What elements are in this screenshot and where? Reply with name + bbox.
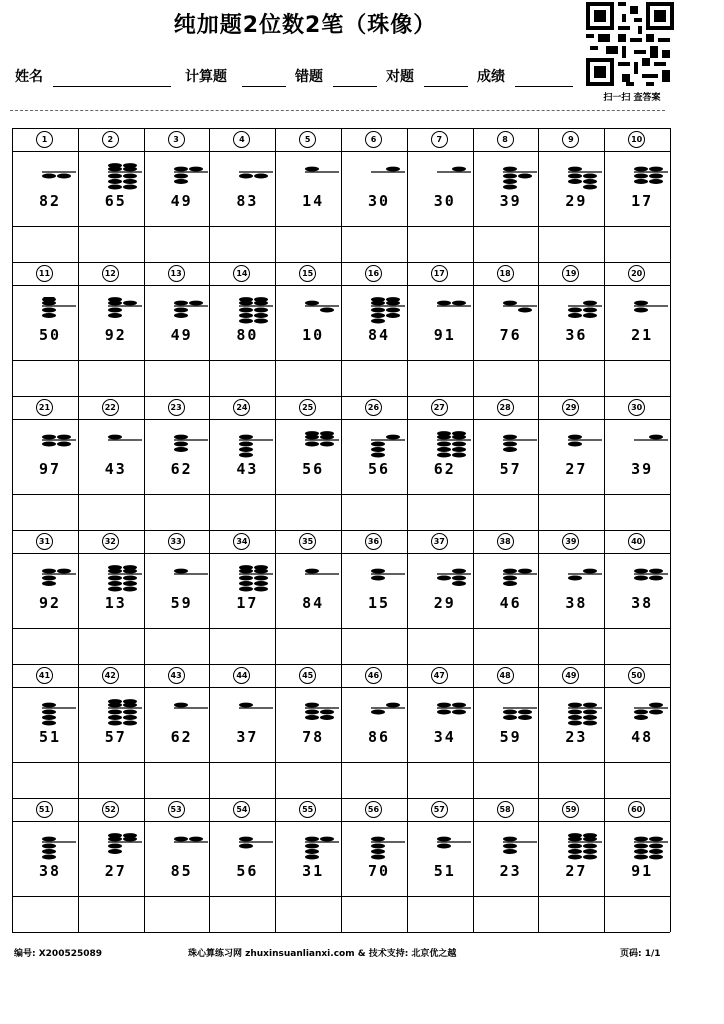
- answer-box[interactable]: [475, 898, 537, 930]
- wrong-count-field[interactable]: [333, 86, 377, 87]
- question-number: 44: [233, 667, 250, 684]
- question-value: 38: [631, 594, 654, 612]
- question-number: 29: [562, 399, 579, 416]
- question-value: 43: [236, 460, 259, 478]
- grid-line: [12, 396, 13, 530]
- question-number: 14: [233, 265, 250, 282]
- question-value: 49: [170, 326, 193, 344]
- question-number: 2: [102, 131, 119, 148]
- answer-box[interactable]: [14, 764, 76, 796]
- name-label: 姓名: [15, 69, 43, 85]
- question-number: 16: [365, 265, 382, 282]
- question-value: 36: [565, 326, 588, 344]
- question-value: 27: [104, 862, 127, 880]
- answer-box[interactable]: [80, 362, 142, 394]
- question-value: 38: [565, 594, 588, 612]
- question-number: 51: [36, 801, 53, 818]
- answer-box[interactable]: [540, 898, 602, 930]
- question-number: 8: [497, 131, 514, 148]
- question-value: 62: [433, 460, 456, 478]
- footer-site: 珠心算练习网 zhuxinsuanlianxi.com & 技术支持: 北京优之越: [188, 949, 457, 959]
- answer-box[interactable]: [409, 630, 471, 662]
- question-value: 46: [499, 594, 522, 612]
- question-number: 58: [497, 801, 514, 818]
- answer-box[interactable]: [606, 764, 668, 796]
- question-value: 15: [367, 594, 391, 612]
- question-number: 30: [628, 399, 645, 416]
- question-value: 84: [367, 326, 391, 344]
- question-number: 17: [431, 265, 448, 282]
- answer-box[interactable]: [80, 496, 142, 528]
- question-value: 56: [367, 460, 391, 478]
- question-value: 34: [433, 728, 456, 746]
- question-number: 22: [102, 399, 119, 416]
- answer-box[interactable]: [409, 764, 471, 796]
- question-block: [12, 664, 670, 798]
- question-number: 40: [628, 533, 645, 550]
- question-value: 51: [433, 862, 456, 880]
- question-number: 55: [299, 801, 316, 818]
- question-value: 62: [170, 728, 193, 746]
- question-value: 13: [104, 594, 127, 612]
- question-number: 21: [36, 399, 53, 416]
- question-number: 19: [562, 265, 579, 282]
- answer-box[interactable]: [80, 630, 142, 662]
- question-number: 6: [365, 131, 382, 148]
- question-value: 10: [302, 326, 325, 344]
- question-value: 30: [433, 192, 456, 210]
- grid-line: [12, 128, 13, 262]
- cut-line: [10, 110, 665, 111]
- answer-box[interactable]: [146, 228, 208, 260]
- footer-page: 页码: 1/1: [620, 949, 661, 959]
- question-value: 84: [302, 594, 325, 612]
- calc-count-label: 计算题: [185, 69, 227, 85]
- question-number: 1: [36, 131, 53, 148]
- question-value: 56: [236, 862, 259, 880]
- question-number: 31: [36, 533, 53, 550]
- question-number: 12: [102, 265, 119, 282]
- question-number: 28: [497, 399, 514, 416]
- question-number: 13: [168, 265, 185, 282]
- answer-box[interactable]: [146, 898, 208, 930]
- question-value: 97: [38, 460, 62, 478]
- answer-box[interactable]: [211, 764, 273, 796]
- answer-box[interactable]: [146, 496, 208, 528]
- question-value: 21: [631, 326, 654, 344]
- question-value: 17: [631, 192, 654, 210]
- question-value: 59: [170, 594, 193, 612]
- question-value: 49: [170, 192, 193, 210]
- answer-box[interactable]: [606, 496, 668, 528]
- question-value: 29: [565, 192, 588, 210]
- answer-box[interactable]: [343, 630, 405, 662]
- answer-box[interactable]: [540, 764, 602, 796]
- footer-code: 编号: X200525089: [14, 949, 103, 959]
- question-number: 43: [168, 667, 185, 684]
- question-value: 23: [565, 728, 588, 746]
- question-number: 10: [628, 131, 645, 148]
- question-value: 38: [38, 862, 62, 880]
- question-number: 32: [102, 533, 119, 550]
- qr-caption: 扫一扫 查答案: [603, 93, 661, 103]
- question-value: 62: [170, 460, 193, 478]
- answer-box[interactable]: [475, 764, 537, 796]
- answer-box[interactable]: [277, 496, 339, 528]
- answer-box[interactable]: [606, 362, 668, 394]
- grid-line: [12, 932, 670, 933]
- question-value: 48: [631, 728, 654, 746]
- answer-box[interactable]: [540, 496, 602, 528]
- question-block: [12, 798, 670, 932]
- answer-box[interactable]: [540, 630, 602, 662]
- answer-box[interactable]: [277, 228, 339, 260]
- question-value: 43: [104, 460, 127, 478]
- answer-box[interactable]: [80, 898, 142, 930]
- answer-box[interactable]: [606, 630, 668, 662]
- question-number: 4: [233, 131, 250, 148]
- answer-box[interactable]: [211, 362, 273, 394]
- question-value: 50: [38, 326, 62, 344]
- question-number: 57: [431, 801, 448, 818]
- question-value: 23: [499, 862, 522, 880]
- grid-line: [12, 798, 13, 932]
- answer-box[interactable]: [343, 764, 405, 796]
- question-number: 20: [628, 265, 645, 282]
- question-value: 27: [565, 862, 588, 880]
- question-number: 60: [628, 801, 645, 818]
- question-number: 18: [497, 265, 514, 282]
- answer-box[interactable]: [211, 630, 273, 662]
- answer-box[interactable]: [409, 898, 471, 930]
- question-number: 26: [365, 399, 382, 416]
- answer-box[interactable]: [277, 898, 339, 930]
- question-number: 24: [233, 399, 250, 416]
- name-field[interactable]: [53, 86, 171, 87]
- question-number: 59: [562, 801, 579, 818]
- answer-box[interactable]: [475, 630, 537, 662]
- question-value: 51: [38, 728, 62, 746]
- question-block: [12, 262, 670, 396]
- question-number: 46: [365, 667, 382, 684]
- answer-box[interactable]: [211, 228, 273, 260]
- answer-box[interactable]: [475, 362, 537, 394]
- answer-box[interactable]: [277, 764, 339, 796]
- question-value: 57: [104, 728, 127, 746]
- question-number: 23: [168, 399, 185, 416]
- answer-box[interactable]: [277, 362, 339, 394]
- student-info-row: [15, 66, 575, 90]
- answer-box[interactable]: [475, 228, 537, 260]
- question-value: 78: [302, 728, 325, 746]
- question-number: 7: [431, 131, 448, 148]
- question-value: 91: [433, 326, 456, 344]
- question-value: 39: [499, 192, 522, 210]
- answer-box[interactable]: [343, 898, 405, 930]
- answer-box[interactable]: [14, 630, 76, 662]
- question-number: 25: [299, 399, 316, 416]
- question-number: 45: [299, 667, 316, 684]
- question-number: 49: [562, 667, 579, 684]
- question-value: 92: [104, 326, 127, 344]
- question-value: 31: [302, 862, 325, 880]
- question-value: 80: [236, 326, 259, 344]
- question-number: 39: [562, 533, 579, 550]
- question-number: 11: [36, 265, 53, 282]
- question-value: 17: [236, 594, 259, 612]
- answer-box[interactable]: [146, 362, 208, 394]
- page-title: 纯加题2位数2笔（珠像）: [173, 13, 437, 38]
- question-number: 53: [168, 801, 185, 818]
- question-value: 14: [302, 192, 325, 210]
- answer-box[interactable]: [14, 228, 76, 260]
- question-value: 91: [631, 862, 654, 880]
- answer-box[interactable]: [277, 630, 339, 662]
- grid-line: [12, 262, 13, 396]
- score-field[interactable]: [515, 86, 573, 87]
- answer-box[interactable]: [606, 898, 668, 930]
- answer-box[interactable]: [343, 496, 405, 528]
- question-number: 41: [36, 667, 53, 684]
- answer-box[interactable]: [14, 496, 76, 528]
- answer-box[interactable]: [14, 362, 76, 394]
- question-number: 9: [562, 131, 579, 148]
- answer-box[interactable]: [80, 228, 142, 260]
- question-number: 34: [233, 533, 250, 550]
- calc-count-field[interactable]: [242, 86, 286, 87]
- question-number: 5: [299, 131, 316, 148]
- question-value: 83: [236, 192, 259, 210]
- question-block: [12, 128, 670, 262]
- question-block: [12, 530, 670, 664]
- answer-box[interactable]: [343, 362, 405, 394]
- answer-box[interactable]: [146, 764, 208, 796]
- wrong-count-label: 错题: [295, 69, 323, 85]
- question-value: 70: [367, 862, 391, 880]
- score-label: 成绩: [477, 69, 505, 85]
- question-number: 54: [233, 801, 250, 818]
- question-value: 30: [367, 192, 391, 210]
- question-number: 50: [628, 667, 645, 684]
- question-value: 37: [236, 728, 259, 746]
- question-number: 48: [497, 667, 514, 684]
- question-number: 56: [365, 801, 382, 818]
- question-value: 65: [104, 192, 127, 210]
- question-number: 15: [299, 265, 316, 282]
- answer-box[interactable]: [409, 362, 471, 394]
- grid-line: [12, 664, 13, 798]
- question-value: 59: [499, 728, 522, 746]
- question-number: 38: [497, 533, 514, 550]
- question-number: 37: [431, 533, 448, 550]
- answer-box[interactable]: [211, 496, 273, 528]
- question-value: 76: [499, 326, 522, 344]
- right-count-field[interactable]: [424, 86, 468, 87]
- question-value: 56: [302, 460, 325, 478]
- grid-line: [12, 530, 13, 664]
- question-value: 57: [499, 460, 522, 478]
- answer-box[interactable]: [606, 228, 668, 260]
- question-value: 85: [170, 862, 193, 880]
- question-number: 52: [102, 801, 119, 818]
- question-value: 92: [38, 594, 62, 612]
- question-value: 27: [565, 460, 588, 478]
- question-number: 36: [365, 533, 382, 550]
- answer-box[interactable]: [409, 228, 471, 260]
- question-number: 33: [168, 533, 185, 550]
- answer-box[interactable]: [343, 228, 405, 260]
- answer-box[interactable]: [409, 496, 471, 528]
- question-number: 3: [168, 131, 185, 148]
- question-value: 39: [631, 460, 654, 478]
- question-number: 47: [431, 667, 448, 684]
- question-number: 35: [299, 533, 316, 550]
- question-value: 86: [367, 728, 391, 746]
- answer-box[interactable]: [540, 228, 602, 260]
- qr-code-icon: [586, 2, 674, 86]
- right-count-label: 对题: [386, 69, 414, 85]
- answer-box[interactable]: [80, 764, 142, 796]
- answer-box[interactable]: [211, 898, 273, 930]
- answer-box[interactable]: [14, 898, 76, 930]
- answer-box[interactable]: [540, 362, 602, 394]
- question-value: 29: [433, 594, 456, 612]
- question-number: 42: [102, 667, 119, 684]
- question-block: [12, 396, 670, 530]
- question-number: 27: [431, 399, 448, 416]
- question-value: 82: [38, 192, 62, 210]
- answer-box[interactable]: [475, 496, 537, 528]
- answer-box[interactable]: [146, 630, 208, 662]
